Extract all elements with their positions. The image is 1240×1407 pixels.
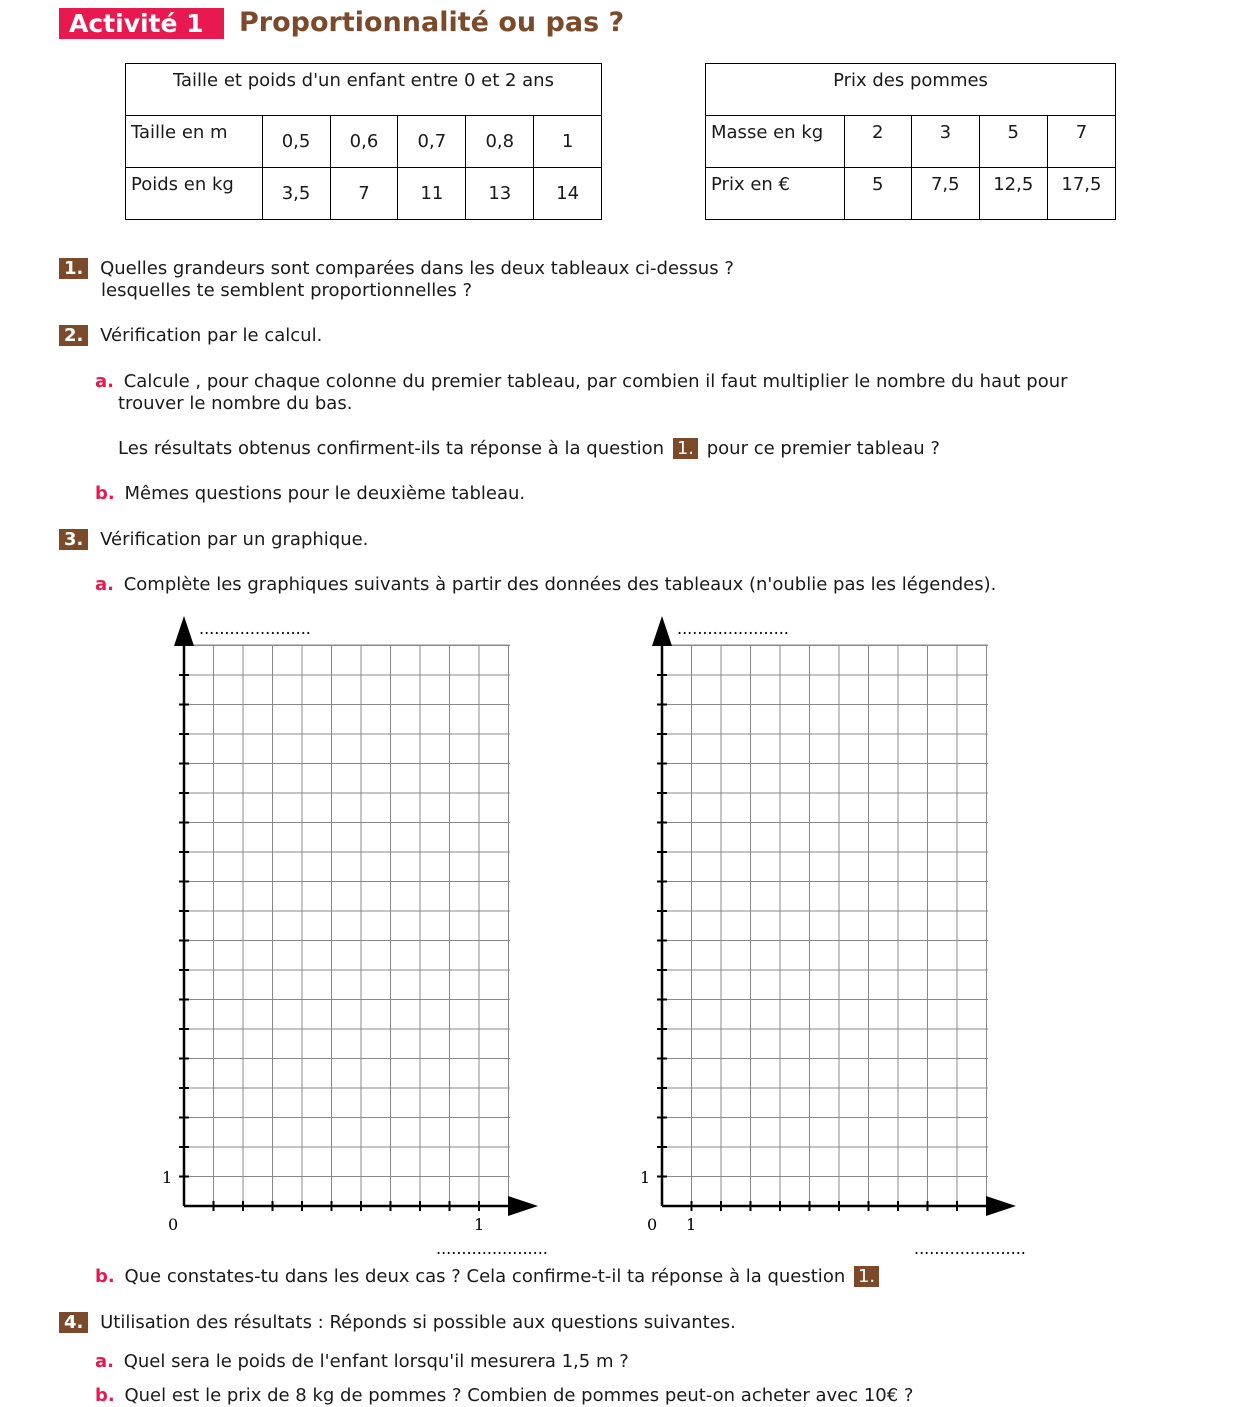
table-cell: 7 (1047, 116, 1115, 168)
y-axis-legend: ...................... (677, 619, 789, 638)
origin-label: 0 (647, 1215, 658, 1234)
table-cell: 0,7 (398, 116, 466, 168)
question-ref: 1. (673, 438, 698, 459)
y-axis-arrow (652, 616, 672, 646)
table-cell: 3 (911, 116, 979, 168)
x-tick-label: 1 (474, 1215, 485, 1234)
table-cell: 0,6 (330, 116, 398, 168)
table-cell: 3,5 (262, 168, 330, 220)
table-cell: 12,5 (979, 168, 1047, 220)
table-cell: 0,5 (262, 116, 330, 168)
table-cell: 2 (844, 116, 911, 168)
table-cell: 1 (534, 116, 602, 168)
sub-text: Mêmes questions pour le deuxième tableau. (124, 483, 526, 504)
sub-label: a. (95, 371, 114, 392)
row-header-prix: Prix en € (706, 168, 845, 220)
sub-label: b. (95, 483, 115, 504)
page-title: Proportionnalité ou pas ? (239, 7, 625, 38)
question-number: 2. (59, 325, 88, 346)
question-number: 1. (59, 258, 88, 279)
table-cell: 17,5 (1047, 168, 1115, 220)
table-cell: 0,8 (466, 116, 534, 168)
subquestion-3b (95, 1266, 879, 1288)
sub-text: Complète les graphiques suivants à partir des données des tableaux (n'oublie pas les légendes). (123, 574, 997, 595)
question-ref: 1. (854, 1266, 879, 1287)
question-text-line2: lesquelles te semblent proportionnelles ? (101, 280, 473, 301)
table-caption: Prix des pommes (706, 64, 1116, 116)
question-text: Vérification par le calcul. (100, 325, 323, 346)
table-cell: 5 (979, 116, 1047, 168)
sub-label: b. (95, 1266, 115, 1287)
x-axis-legend: ...................... (436, 1239, 548, 1258)
row-header-taille: Taille en m (126, 116, 263, 168)
question-number: 3. (59, 529, 88, 550)
sub-text: Quel sera le poids de l'enfant lorsqu'il mesurera 1,5 m ? (123, 1351, 629, 1372)
y-tick-label: 1 (162, 1168, 173, 1187)
sub-text: Les résultats obtenus confirment-ils ta réponse à la question (118, 438, 665, 459)
y-axis-arrow (174, 616, 194, 646)
x-axis-legend: ...................... (914, 1239, 1026, 1258)
table-cell: 14 (534, 168, 602, 220)
table-cell: 7,5 (911, 168, 979, 220)
activity-badge: Activité 1 (59, 8, 224, 39)
subquestion-4a (95, 1351, 629, 1373)
x-axis-arrow (508, 1196, 538, 1216)
question-4 (59, 1312, 736, 1334)
origin-label: 0 (168, 1215, 179, 1234)
sub-text: Quel est le prix de 8 kg de pommes ? Combien de pommes peut-on acheter avec 10€ ? (124, 1385, 914, 1406)
table-cell: 13 (466, 168, 534, 220)
sub-text: pour ce premier tableau ? (706, 438, 940, 459)
question-text: Quelles grandeurs sont comparées dans les deux tableaux ci-dessus ? (100, 258, 734, 279)
x-axis-arrow (986, 1196, 1016, 1216)
sub-label: a. (95, 574, 114, 595)
sub-label: a. (95, 1351, 114, 1372)
sub-text: Calcule , pour chaque colonne du premier tableau, par combien il faut multiplier le nombre du haut pour (123, 371, 1068, 392)
sub-text-line2: trouver le nombre du bas. (118, 393, 353, 414)
table-cell: 7 (330, 168, 398, 220)
question-text: Utilisation des résultats : Réponds si possible aux questions suivantes. (100, 1312, 736, 1333)
sub-text: Que constates-tu dans les deux cas ? Cela confirme-t-il ta réponse à la question (124, 1266, 846, 1287)
row-header-poids: Poids en kg (126, 168, 263, 220)
y-axis-legend: ...................... (199, 619, 311, 638)
y-tick-label: 1 (640, 1168, 651, 1187)
sub-label: b. (95, 1385, 115, 1406)
question-text: Vérification par un graphique. (100, 529, 369, 550)
subquestion-4b (95, 1385, 913, 1407)
x-tick-label: 1 (686, 1215, 697, 1234)
row-header-masse: Masse en kg (706, 116, 845, 168)
table-cell: 11 (398, 168, 466, 220)
table-cell: 5 (844, 168, 911, 220)
graph-2 (652, 616, 1016, 1216)
question-number: 4. (59, 1312, 88, 1333)
table-caption: Taille et poids d'un enfant entre 0 et 2 ans (126, 64, 602, 116)
graph-1 (174, 616, 538, 1216)
